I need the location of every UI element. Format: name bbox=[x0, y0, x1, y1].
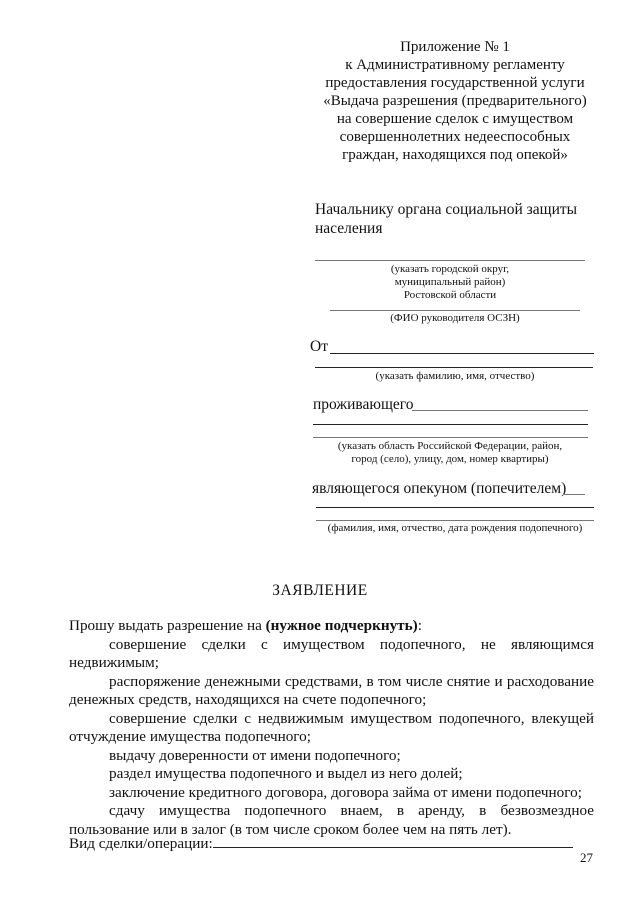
intro-suffix: : bbox=[417, 617, 422, 634]
residing-blank-line-2[interactable] bbox=[313, 424, 588, 425]
intro-paragraph bbox=[69, 617, 594, 636]
residing-field bbox=[313, 396, 414, 414]
appendix-line: «Выдача разрешения (предварительного) bbox=[323, 93, 587, 109]
head-blank-line bbox=[330, 310, 580, 311]
residing-label: проживающего bbox=[313, 396, 414, 413]
from-caption bbox=[330, 370, 580, 383]
residing-blank-line-3[interactable] bbox=[313, 437, 588, 438]
addressee-line: Начальнику органа социальной защиты bbox=[315, 201, 578, 218]
ward-caption bbox=[316, 522, 594, 535]
appendix-line: на совершение сделок с имуществом bbox=[336, 111, 574, 127]
appendix-line: предоставления государственной услуги bbox=[325, 75, 585, 91]
request-option[interactable]: выдачу доверенности от имени подопечного; bbox=[109, 746, 401, 764]
request-option[interactable]: раздел имущества подопечного и выдел из него долей; bbox=[109, 765, 463, 782]
intro-bold-text: (нужное подчеркнуть) bbox=[265, 617, 418, 634]
from-blank-line-2[interactable] bbox=[315, 367, 593, 368]
deal-type-blank-line[interactable] bbox=[213, 833, 573, 848]
page-number: 27 bbox=[580, 850, 593, 865]
head-caption bbox=[330, 312, 580, 325]
caption-line: муниципальный район) bbox=[394, 276, 506, 288]
appendix-line: Приложение № 1 bbox=[400, 39, 510, 55]
guardian-blank-line[interactable] bbox=[563, 494, 585, 495]
request-option[interactable]: сдачу имущества подопечного внаем, в аренду, в безвозмездное пользование или в залог (в том числе сроком более чем на пять лет). bbox=[69, 802, 594, 838]
appendix-line: граждан, находящихся под опекой» bbox=[342, 147, 568, 163]
deal-type-label: Вид сделки/операции: bbox=[69, 835, 213, 852]
request-option[interactable]: распоряжение денежными средствами, в том числе снятие и расходование денежных средств, находящихся на счете подопечного; bbox=[69, 672, 594, 708]
intro-text: Прошу выдать разрешение на bbox=[69, 617, 266, 634]
deal-type-field bbox=[69, 833, 573, 853]
district-blank-line bbox=[315, 260, 585, 261]
caption-line: город (село), улицу, дом, номер квартиры) bbox=[351, 453, 549, 465]
request-option[interactable]: совершение сделки с имуществом подопечного, не являющимся недвижимым; bbox=[69, 635, 594, 671]
from-blank-line[interactable] bbox=[330, 353, 594, 354]
document-title: ЗАЯВЛЕНИЕ bbox=[272, 582, 368, 599]
guardian-field bbox=[312, 480, 566, 498]
guardian-label: являющегося опекуном (попечителем) bbox=[312, 480, 567, 497]
request-option[interactable]: совершение сделки с недвижимым имуществом подопечного, влекущей отчуждение имущества подопечного; bbox=[69, 709, 594, 745]
application-body bbox=[69, 617, 594, 839]
caption-line: (указать фамилию, имя, отчество) bbox=[375, 370, 535, 382]
caption-line: (ФИО руководителя ОСЗН) bbox=[390, 312, 520, 324]
appendix-line: совершеннолетних недееспособных bbox=[339, 129, 571, 145]
addressee-block bbox=[315, 200, 605, 238]
caption-line: (указать городской округ, bbox=[390, 263, 510, 275]
district-caption bbox=[330, 263, 570, 302]
residing-blank-line[interactable] bbox=[412, 410, 588, 411]
guardian-blank-line-3[interactable] bbox=[316, 520, 594, 521]
address-caption bbox=[315, 440, 585, 466]
caption-line: (указать область Российской Федерации, район, bbox=[337, 440, 563, 452]
addressee-line: населения bbox=[315, 220, 383, 237]
appendix-header bbox=[305, 38, 605, 164]
caption-line: (фамилия, имя, отчество, дата рождения подопечного) bbox=[327, 522, 583, 534]
appendix-line: к Административному регламенту bbox=[345, 57, 565, 73]
request-option[interactable]: заключение кредитного договора, договора займа от имени подопечного; bbox=[109, 783, 582, 801]
guardian-blank-line-2[interactable] bbox=[316, 507, 594, 508]
caption-line: Ростовской области bbox=[403, 289, 497, 301]
from-label: От bbox=[310, 338, 328, 355]
from-field bbox=[310, 338, 328, 356]
